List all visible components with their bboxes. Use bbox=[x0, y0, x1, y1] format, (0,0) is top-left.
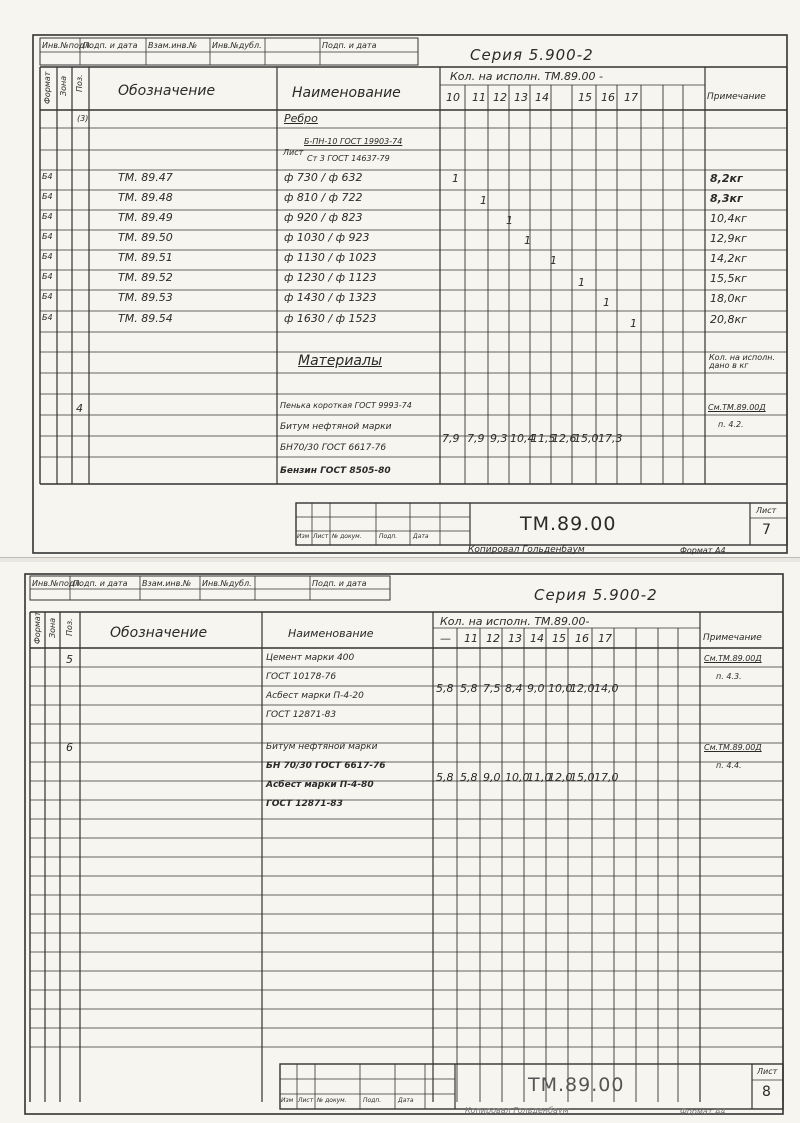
row-designation: ТМ. 89.49 bbox=[118, 211, 173, 224]
section-title-rib: Ребро bbox=[284, 112, 318, 125]
material-pos: 6 bbox=[66, 741, 73, 754]
material-line: ГОСТ 10178-76 bbox=[266, 672, 337, 682]
material-line: Битум нефтяной марки bbox=[266, 742, 378, 752]
col-header-designation: Обозначение bbox=[110, 625, 208, 641]
title-col-label: № докум. bbox=[332, 533, 362, 540]
title-col-label: Лист bbox=[313, 533, 329, 540]
material-value: 9,0 bbox=[527, 682, 545, 695]
copied-by: Копировал Гольденбаум bbox=[465, 1106, 569, 1115]
row-name: ф 810 / ф 722 bbox=[284, 191, 363, 204]
material-value: 5,8 bbox=[436, 771, 454, 784]
material-line: ГОСТ 12871-83 bbox=[266, 799, 343, 809]
exec-number: 13 bbox=[514, 91, 528, 104]
row-designation: ТМ. 89.52 bbox=[118, 271, 173, 284]
material-value: 7,9 bbox=[442, 432, 460, 445]
stamp-header-inv-dup: Инв.№дубл. bbox=[202, 579, 252, 588]
material-value: 9,0 bbox=[483, 771, 501, 784]
row-format: Б4 bbox=[42, 272, 53, 281]
col-header-designation: Обозначение bbox=[118, 83, 216, 99]
sheet-number: 7 bbox=[762, 522, 771, 538]
row-mark: 1 bbox=[524, 234, 531, 247]
pos-marker: (3) bbox=[77, 114, 89, 123]
sheet-spec-line2: Ст 3 ГОСТ 14637-79 bbox=[307, 154, 390, 163]
row-mark: 1 bbox=[506, 214, 513, 227]
row-designation: ТМ. 89.48 bbox=[118, 191, 173, 204]
stamp-header-inv-dup: Инв.№дубл. bbox=[212, 41, 262, 50]
exec-number: 14 bbox=[530, 632, 544, 645]
row-mark: 1 bbox=[452, 172, 459, 185]
material-line: Цемент марки 400 bbox=[266, 653, 355, 663]
row-format: Б4 bbox=[42, 192, 53, 201]
row-note: 18,0кг bbox=[710, 292, 747, 305]
row-mark: 1 bbox=[550, 254, 557, 267]
row-name: ф 920 / ф 823 bbox=[284, 211, 363, 224]
material-ref: п. 4.3. bbox=[716, 672, 742, 681]
col-header-format: Формат bbox=[43, 71, 52, 104]
sheet-number: 8 bbox=[762, 1084, 771, 1100]
stamp-header-repl-inv: Взам.инв.№ bbox=[148, 41, 198, 50]
row-name: ф 1630 / ф 1523 bbox=[284, 312, 377, 325]
row-format: Б4 bbox=[42, 292, 53, 301]
exec-number: 17 bbox=[598, 632, 612, 645]
document-code: ТМ.89.00 bbox=[520, 513, 617, 535]
series-title: Серия 5.900-2 bbox=[534, 586, 658, 604]
col-header-pos: Поз. bbox=[75, 74, 84, 92]
material-line: Битум нефтяной марки bbox=[280, 422, 392, 432]
title-col-label: Дата bbox=[413, 533, 429, 540]
material-ref: См.ТМ.89.00Д bbox=[704, 654, 762, 663]
row-name: ф 1430 / ф 1323 bbox=[284, 291, 377, 304]
material-value: 5,8 bbox=[436, 682, 454, 695]
row-note: 8,2кг bbox=[710, 172, 743, 185]
row-format: Б4 bbox=[42, 252, 53, 261]
materials-title: Материалы bbox=[298, 353, 382, 369]
col-header-note: Примечание bbox=[703, 633, 762, 643]
row-mark: 1 bbox=[578, 276, 585, 289]
material-pos: 4 bbox=[76, 402, 83, 415]
row-format: Б4 bbox=[42, 232, 53, 241]
row-note: 15,5кг bbox=[710, 272, 747, 285]
title-col-label: Изм bbox=[297, 533, 310, 540]
stamp-header-sign-date: Подп. и дата bbox=[73, 579, 128, 588]
stamp-header-repl-inv: Взам.инв.№ bbox=[142, 579, 192, 588]
format-label: Формат А4 bbox=[680, 1107, 726, 1116]
row-note: 12,9кг bbox=[710, 232, 747, 245]
material-value: 10,0 bbox=[548, 682, 573, 695]
title-col-label: Дата bbox=[398, 1097, 414, 1104]
exec-number: 12 bbox=[493, 91, 507, 104]
row-note: 20,8кг bbox=[710, 313, 747, 326]
exec-number: 16 bbox=[601, 91, 615, 104]
material-value: 5,8 bbox=[460, 682, 478, 695]
specification-sheet-7 bbox=[0, 0, 800, 560]
material-value: 7,9 bbox=[467, 432, 485, 445]
material-line: Асбест марки П-4-80 bbox=[266, 780, 374, 790]
material-value: 12,0 bbox=[570, 682, 595, 695]
row-note: 10,4кг bbox=[710, 212, 747, 225]
col-header-name: Наименование bbox=[288, 627, 374, 640]
row-designation: ТМ. 89.53 bbox=[118, 291, 173, 304]
title-col-label: Подп. bbox=[363, 1097, 382, 1104]
sheet-label: Лист bbox=[757, 1067, 778, 1076]
sheet-spec-line1: Б-ПН-10 ГОСТ 19903-74 bbox=[304, 137, 403, 146]
exec-number: 11 bbox=[464, 632, 478, 645]
row-format: Б4 bbox=[42, 172, 53, 181]
material-line: ГОСТ 12871-83 bbox=[266, 710, 337, 720]
exec-number: 16 bbox=[575, 632, 589, 645]
stamp-header-inv-orig: Инв.№подл. bbox=[42, 41, 93, 50]
row-name: ф 730 / ф 632 bbox=[284, 171, 363, 184]
row-designation: ТМ. 89.50 bbox=[118, 231, 173, 244]
material-value: 5,8 bbox=[460, 771, 478, 784]
material-pos: 5 bbox=[66, 653, 73, 666]
col-header-format: Формат bbox=[33, 611, 42, 644]
copied-by: Копировал Гольденбаум bbox=[468, 545, 585, 555]
stamp-header-sign-date-2: Подп. и дата bbox=[312, 579, 367, 588]
row-designation: ТМ. 89.54 bbox=[118, 312, 173, 325]
exec-number: 15 bbox=[578, 91, 592, 104]
col-header-qty-title: Кол. на исполн. ТМ.89.00 - bbox=[450, 70, 603, 83]
row-name: ф 1030 / ф 923 bbox=[284, 231, 370, 244]
specification-sheet-8 bbox=[0, 562, 800, 1123]
material-value: 14,0 bbox=[594, 682, 619, 695]
material-value: 12,0 bbox=[548, 771, 573, 784]
material-value: 11,0 bbox=[527, 771, 552, 784]
sheet-label: Лист bbox=[756, 506, 777, 515]
series-title: Серия 5.900-2 bbox=[470, 46, 594, 64]
row-format: Б4 bbox=[42, 212, 53, 221]
material-ref: п. 4.2. bbox=[718, 420, 744, 429]
material-ref: п. 4.4. bbox=[716, 761, 742, 770]
sheet-8-grid-lines bbox=[0, 562, 800, 1123]
material-value: 10,4 bbox=[510, 432, 535, 445]
material-value: 11,5 bbox=[531, 432, 556, 445]
document-code: ТМ.89.00 bbox=[528, 1074, 625, 1096]
exec-number: 14 bbox=[535, 91, 549, 104]
material-line: Бензин ГОСТ 8505-80 bbox=[280, 466, 391, 476]
row-format: Б4 bbox=[42, 313, 53, 322]
stamp-header-sign-date: Подп. и дата bbox=[83, 41, 138, 50]
title-col-label: Изм bbox=[281, 1097, 294, 1104]
material-value: 10,0 bbox=[505, 771, 530, 784]
materials-note: Кол. на исполн. дано в кг bbox=[709, 353, 776, 370]
col-header-pos: Поз. bbox=[65, 618, 74, 636]
row-mark: 1 bbox=[480, 194, 487, 207]
material-ref: См.ТМ.89.00Д bbox=[704, 743, 762, 752]
col-header-qty-title: Кол. на исполн. ТМ.89.00- bbox=[440, 615, 590, 628]
exec-number: 17 bbox=[624, 91, 638, 104]
row-name: ф 1230 / ф 1123 bbox=[284, 271, 377, 284]
row-name: ф 1130 / ф 1023 bbox=[284, 251, 377, 264]
material-value: 17,3 bbox=[598, 432, 623, 445]
title-col-label: № докум. bbox=[317, 1097, 347, 1104]
material-value: 12,6 bbox=[552, 432, 577, 445]
exec-number: — bbox=[440, 632, 451, 645]
material-value: 15,0 bbox=[570, 771, 595, 784]
material-ref: См.ТМ.89.00Д bbox=[708, 403, 766, 412]
title-col-label: Подп. bbox=[379, 533, 398, 540]
material-value: 7,5 bbox=[483, 682, 501, 695]
exec-number: 12 bbox=[486, 632, 500, 645]
material-value: 15,0 bbox=[574, 432, 599, 445]
material-line: БН70/30 ГОСТ 6617-76 bbox=[280, 443, 387, 453]
row-mark: 1 bbox=[630, 317, 637, 330]
exec-number: 15 bbox=[552, 632, 566, 645]
material-value: 8,4 bbox=[505, 682, 523, 695]
exec-number: 10 bbox=[446, 91, 460, 104]
sheet-spec-prefix: Лист bbox=[283, 148, 304, 157]
format-label: Формат А4 bbox=[680, 546, 726, 555]
stamp-header-sign-date-2: Подп. и дата bbox=[322, 41, 377, 50]
row-designation: ТМ. 89.51 bbox=[118, 251, 173, 264]
exec-number: 13 bbox=[508, 632, 522, 645]
col-header-zone: Зона bbox=[59, 75, 68, 96]
stamp-header-inv-orig: Инв.№подл. bbox=[32, 579, 83, 588]
material-value: 9,3 bbox=[490, 432, 508, 445]
material-line: Асбест марки П-4-20 bbox=[266, 691, 364, 701]
material-line: Пенька короткая ГОСТ 9993-74 bbox=[280, 401, 412, 410]
col-header-zone: Зона bbox=[48, 617, 57, 638]
row-note: 8,3кг bbox=[710, 192, 743, 205]
row-designation: ТМ. 89.47 bbox=[118, 171, 173, 184]
material-value: 17,0 bbox=[594, 771, 619, 784]
row-note: 14,2кг bbox=[710, 252, 747, 265]
row-mark: 1 bbox=[603, 296, 610, 309]
col-header-name: Наименование bbox=[292, 85, 401, 101]
exec-number: 11 bbox=[472, 91, 486, 104]
title-col-label: Лист bbox=[298, 1097, 314, 1104]
material-line: БН 70/30 ГОСТ 6617-76 bbox=[266, 761, 386, 771]
col-header-note: Примечание bbox=[707, 92, 766, 102]
